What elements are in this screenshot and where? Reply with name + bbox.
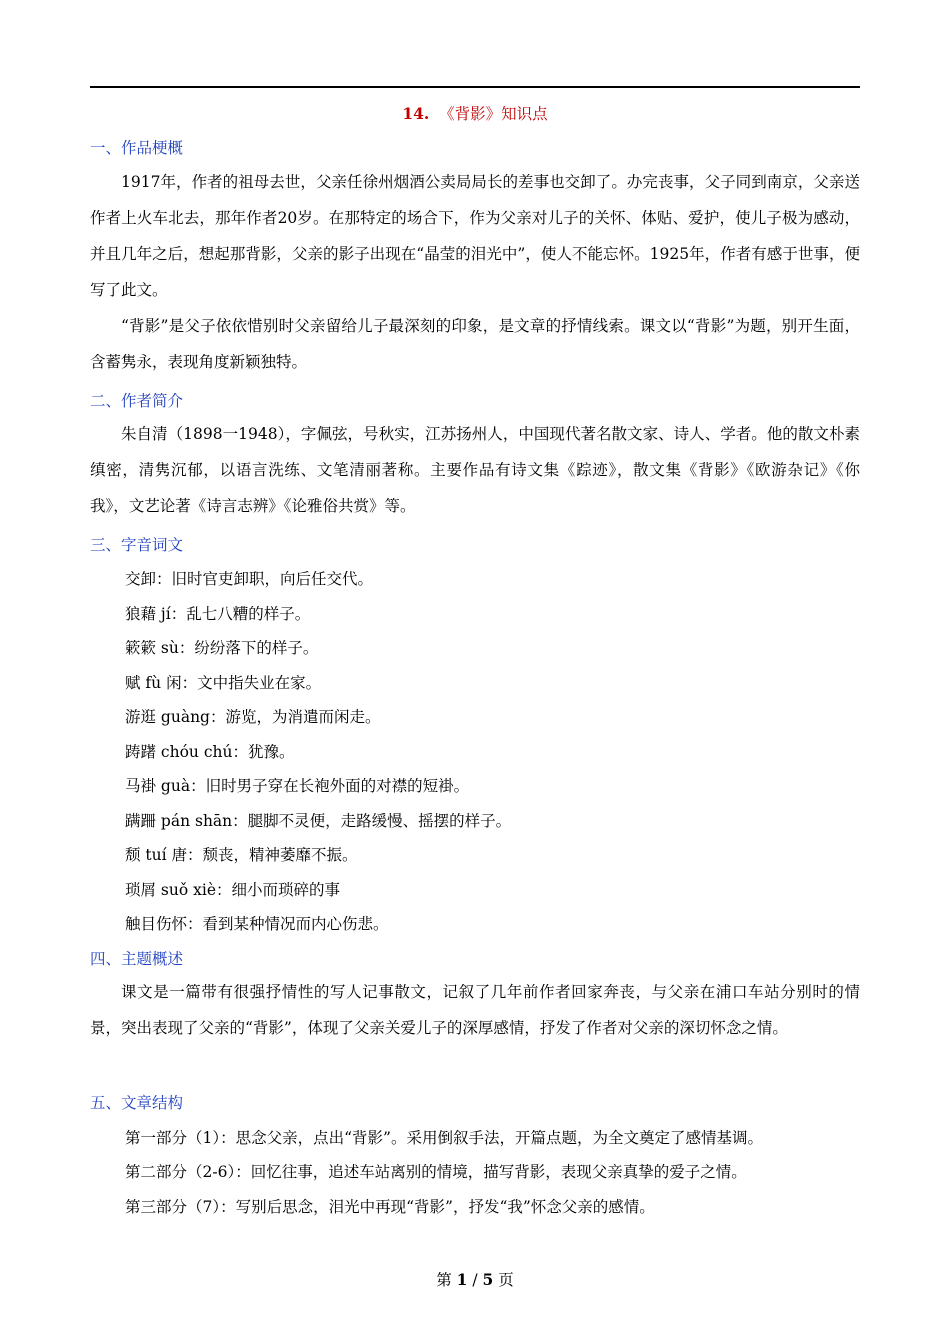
synopsis-paragraph-1: 1917年，作者的祖母去世，父亲任徐州烟酒公卖局局长的差事也交卸了。办完丧事，父子同到南京，父亲送作者上火车北去，那年作者20岁。在那特定的场合下，作为父亲对儿子的关怀、体贴、爱护，使儿子极为感动，并且几年之后，想起那背影，父亲的影子出现在“晶莹的泪光中”，使人不能忘怀。1925年，作者有感于世事，便写了此文。	[90, 173, 860, 299]
theme-paragraph: 课文是一篇带有很强抒情性的写人记事散文，记叙了几年前作者回家奔丧，与父亲在浦口车站分别时的情景，突出表现了父亲的“背影”，体现了父亲关爱儿子的深厚感情，抒发了作者对父亲的深切怀念之情。	[90, 983, 860, 1037]
structure-item: 第二部分（2-6）：回忆往事，追述车站离别的情境，描写背影，表现父亲真挚的爱子之情。	[125, 1163, 747, 1181]
vocab-item: 蹒跚 pán shān：腿脚不灵便，走路缓慢、摇摆的样子。	[125, 812, 512, 830]
section-heading-author: 二、作者简介	[90, 392, 184, 410]
vocab-item: 交卸：旧时官吏卸职，向后任交代。	[125, 570, 374, 588]
section-heading-synopsis: 一、作品梗概	[90, 139, 184, 157]
vocab-item: 触目伤怀：看到某种情况而内心伤悲。	[125, 915, 389, 933]
section-heading-vocabulary: 三、字音词文	[90, 536, 184, 554]
vocab-item: 踌躇 chóu chú：犹豫。	[125, 743, 295, 761]
author-paragraph: 朱自清（1898一1948），字佩弦，号秋实，江苏扬州人，中国现代著名散文家、诗人、学者。他的散文朴素缜密，清隽沉郁，以语言洗练、文笔清丽著称。主要作品有诗文集《踪迹》，散文集《背影》《欧游杂记》《你我》，文艺论著《诗言志辨》《论雅俗共赏》等。	[90, 425, 860, 515]
vocab-item: 颓 tuí 唐：颓丧，精神萎靡不振。	[125, 846, 358, 864]
page-title	[0, 102, 950, 124]
title-number: 14.	[402, 104, 430, 123]
vocab-item: 马褂 guà：旧时男子穿在长袍外面的对襟的短褂。	[125, 777, 470, 795]
section-heading-theme: 四、主题概述	[90, 950, 184, 968]
synopsis-paragraph-2: “背影”是父子依依惜别时父亲留给儿子最深刻的印象，是文章的抒情线索。课文以“背影”为题，别开生面，含蓄隽永，表现角度新颖独特。	[90, 317, 860, 371]
vocab-item: 狼藉 jí：乱七八糟的样子。	[125, 605, 311, 623]
structure-item: 第三部分（7）：写别后思念，泪光中再现“背影”，抒发“我”怀念父亲的感情。	[125, 1198, 655, 1216]
footer-page-number: 1	[456, 1270, 468, 1289]
footer-separator: /	[467, 1271, 483, 1289]
structure-item: 第一部分（1）：思念父亲，点出“背影”。采用倒叙手法，开篇点题，为全文奠定了感情基调。	[125, 1129, 763, 1147]
vocab-item: 簌簌 sù：纷纷落下的样子。	[125, 639, 319, 657]
vocab-item: 赋 fù 闲：文中指失业在家。	[125, 674, 322, 692]
footer-suffix: 页	[498, 1271, 514, 1289]
vocab-item: 琐屑 suǒ xiè：细小而琐碎的事	[125, 881, 340, 899]
section-heading-structure: 五、文章结构	[90, 1094, 184, 1112]
title-text: 《背影》知识点	[439, 105, 548, 123]
footer-page-total: 5	[482, 1270, 494, 1289]
vocab-item: 游逛 guàng：游览，为消遣而闲走。	[125, 708, 381, 726]
page-footer	[0, 1268, 950, 1290]
header-rule	[90, 86, 860, 88]
footer-prefix: 第	[436, 1271, 452, 1289]
